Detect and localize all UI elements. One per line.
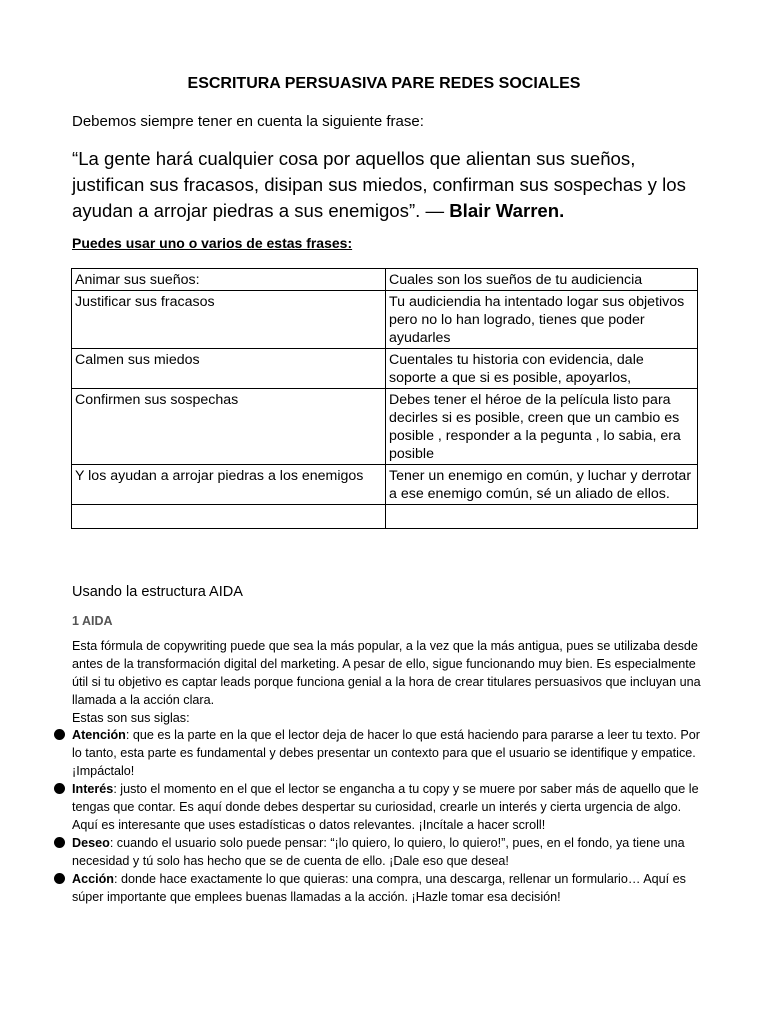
table-cell: Tener un enemigo en común, y luchar y derrotar a ese enemigo común, sé un aliado de ellos. — [386, 465, 698, 505]
quote-author: Blair Warren. — [449, 200, 565, 221]
aida-heading: 1 AIDA — [72, 614, 113, 628]
table-cell: Calmen sus miedos — [72, 349, 386, 389]
list-item-term: Deseo — [72, 836, 110, 850]
list-item — [54, 870, 704, 906]
table-subheading: Puedes usar uno o varios de estas frases: — [72, 235, 353, 251]
list-item — [54, 834, 704, 870]
table-cell — [386, 505, 698, 529]
table-cell: Cuentales tu historia con evidencia, dale soporte a que si es posible, apoyarlos, — [386, 349, 698, 389]
table-row — [72, 505, 698, 529]
table-cell: Confirmen sus sospechas — [72, 389, 386, 465]
list-item — [54, 780, 704, 834]
table-row — [72, 389, 698, 465]
table-cell: Cuales son los sueños de tu audiciencia — [386, 269, 698, 291]
table-row — [72, 465, 698, 505]
intro-text: Debemos siempre tener en cuenta la siguiente frase: — [72, 113, 424, 130]
table-cell: Tu audiciendia ha intentado logar sus objetivos pero no lo han logrado, tienes que poder ayudarles — [386, 291, 698, 349]
bullet-icon — [54, 729, 65, 740]
aida-intro: Usando la estructura AIDA — [72, 584, 243, 600]
bullet-icon — [54, 837, 65, 848]
phrases-table — [71, 268, 698, 529]
quote-text: “La gente hará cualquier cosa por aquellos que alientan sus sueños, justifican sus fracasos, disipan sus miedos, confirman sus sospechas y los ayudan a arrojar piedras a sus enemigos”. — — [72, 148, 686, 221]
table-cell — [72, 505, 386, 529]
siglas-label: Estas son sus siglas: — [72, 711, 190, 725]
bullet-icon — [54, 783, 65, 794]
bullet-icon — [54, 873, 65, 884]
list-item-text: : justo el momento en el que el lector se engancha a tu copy y se muere por saber más de aquello que le tengas que contar. Es aquí donde debes despertar su curiosidad, crearle un interés y cierta urgencia de algo. Aquí es interesante que uses estadísticas o datos relevantes. ¡Incítale a hacer scroll! — [72, 782, 699, 832]
table-row — [72, 269, 698, 291]
list-item-term: Interés — [72, 782, 114, 796]
list-item-text: : cuando el usuario solo puede pensar: “¡lo quiero, lo quiero, lo quiero!”, pues, en el fondo, ya tiene una necesidad y tú solo has hecho que se de cuenta de ello. ¡Dale eso que desea! — [72, 836, 685, 868]
table-cell: Animar sus sueños: — [72, 269, 386, 291]
table-row — [72, 291, 698, 349]
list-item-term: Acción — [72, 872, 114, 886]
table-cell: Debes tener el héroe de la película listo para decirles si es posible, creen que un cambio es posible , responder a la pegunta , lo sabia, era posible — [386, 389, 698, 465]
aida-paragraph: Esta fórmula de copywriting puede que sea la más popular, a la vez que la más antigua, pues se utilizaba desde antes de la transformación digital del marketing. A pesar de ello, sigue funcionando muy bien. Es especialmente útil si tu objetivo es captar leads porque funciona genial a la hora de crear titulares persuasivos que incluyan una llamada a la acción clara. — [72, 639, 701, 707]
table-cell: Justificar sus fracasos — [72, 291, 386, 349]
document-title: ESCRITURA PERSUASIVA PARE REDES SOCIALES — [187, 75, 581, 92]
list-item — [54, 726, 704, 780]
list-item-text: : que es la parte en la que el lector deja de hacer lo que está haciendo para pararse a leer tu texto. Por lo tanto, esta parte es fundamental y debes presentar un contexto para que el usuario se identifique y empatice. ¡Impáctalo! — [72, 728, 700, 778]
aida-list — [54, 726, 704, 906]
table-row — [72, 349, 698, 389]
list-item-text: : donde hace exactamente lo que quieras: una compra, una descarga, rellenar un formulario… Aquí es súper importante que emplees buenas llamadas a la acción. ¡Hazle tomar esa decisión! — [72, 872, 686, 904]
quote-block — [72, 146, 712, 224]
list-item-term: Atención — [72, 728, 126, 742]
aida-paragraph-block — [72, 637, 704, 727]
table-cell: Y los ayudan a arrojar piedras a los enemigos — [72, 465, 386, 505]
